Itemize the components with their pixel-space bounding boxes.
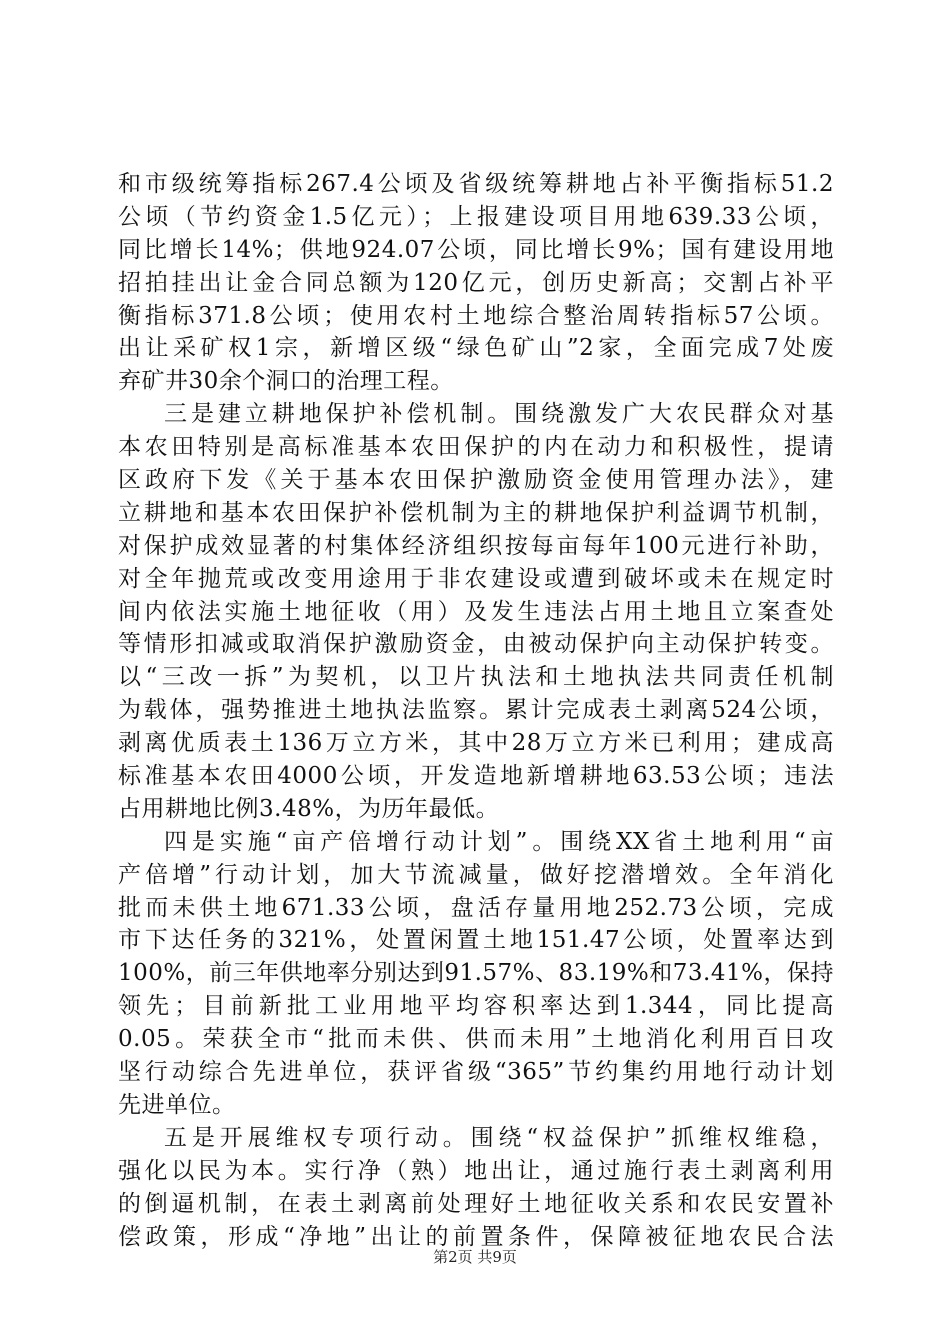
text-line: 批而未供土地671.33公顷，盘活存量用地252.73公顷，完成 xyxy=(118,894,834,921)
text-line: 产倍增”行动计划，加大节流减量，做好挖潜增效。全年消化 xyxy=(118,861,834,888)
text-line: 和市级统筹指标267.4公顷及省级统筹耕地占补平衡指标51.2 xyxy=(118,171,834,197)
paragraph-4 xyxy=(118,1122,834,1254)
text-line: 对全年抛荒或改变用途用于非农建设或遭到破坏或未在规定时 xyxy=(118,565,834,592)
text-line: 市下达任务的321%，处置闲置土地151.47公顷，处置率达到 xyxy=(118,927,834,954)
text-line: 标准基本农田4000公顷，开发造地新增耕地63.53公顷；违法 xyxy=(118,763,834,790)
text-line: 本农田特别是高标准基本农田保护的内在动力和积极性，提请 xyxy=(118,434,834,461)
text-line: 对保护成效显著的村集体经济组织按每亩每年100元进行补助， xyxy=(118,532,834,559)
text-line: 偿政策，形成“净地”出让的前置条件，保障被征地农民合法 xyxy=(118,1223,834,1250)
paragraph-1 xyxy=(118,168,834,398)
paragraph-3 xyxy=(118,826,834,1122)
text-line: 弃矿井30余个洞口的治理工程。 xyxy=(118,368,454,395)
text-line: 出让采矿权1宗，新增区级“绿色矿山”2家，全面完成7处废 xyxy=(118,335,834,362)
text-line: 间内依法实施土地征收（用）及发生违法占用土地且立案查处 xyxy=(118,598,834,625)
text-line: 坚行动综合先进单位，获评省级“365”节约集约用地行动计划 xyxy=(118,1059,834,1086)
text-line: 立耕地和基本农田保护补偿机制为主的耕地保护利益调节机制， xyxy=(118,499,834,526)
text-line: 区政府下发《关于基本农田保护激励资金使用管理办法》，建 xyxy=(118,467,834,494)
page-footer xyxy=(0,1247,950,1267)
text-line: 同比增长14%；供地924.07公顷，同比增长9%；国有建设用地 xyxy=(118,236,834,263)
text-line: 招拍挂出让金合同总额为120亿元，创历史新高；交割占补平 xyxy=(118,269,834,296)
text-line: 等情形扣减或取消保护激励资金，由被动保护向主动保护转变。 xyxy=(118,631,834,658)
text-line: 公顷（节约资金1.5亿元）；上报建设项目用地639.33公顷， xyxy=(118,203,834,230)
page-number-label: 第2页 共9页 xyxy=(433,1248,517,1266)
text-line: 三是建立耕地保护补偿机制。围绕激发广大农民群众对基 xyxy=(164,401,834,428)
text-line: 强化以民为本。实行净（熟）地出让，通过施行表土剥离利用 xyxy=(118,1157,834,1184)
document-body xyxy=(118,168,834,1253)
text-line: 0.05。荣获全市“批而未供、供而未用”土地消化利用百日攻 xyxy=(118,1026,834,1053)
text-line: 为载体，强势推进土地执法监察。累计完成表土剥离524公顷， xyxy=(118,697,834,724)
text-line: 100%，前三年供地率分别达到91.57%、83.19%和73.41%，保持 xyxy=(118,960,834,987)
text-line: 占用耕地比例3.48%，为历年最低。 xyxy=(118,795,500,822)
text-line: 衡指标371.8公顷；使用农村土地综合整治周转指标57公顷。 xyxy=(118,302,834,329)
text-line: 先进单位。 xyxy=(118,1091,236,1118)
text-line: 四是实施“亩产倍增行动计划”。围绕XX省土地利用“亩 xyxy=(164,828,834,855)
text-line: 五是开展维权专项行动。围绕“权益保护”抓维权维稳， xyxy=(164,1124,834,1151)
text-line: 领先；目前新批工业用地平均容积率达到1.344，同比提高 xyxy=(118,993,834,1020)
text-line: 的倒逼机制，在表土剥离前处理好土地征收关系和农民安置补 xyxy=(118,1190,834,1217)
text-line: 剥离优质表土136万立方米，其中28万立方米已利用；建成高 xyxy=(118,730,834,757)
paragraph-2 xyxy=(118,398,834,826)
text-line: 以“三改一拆”为契机，以卫片执法和土地执法共同责任机制 xyxy=(118,664,834,691)
